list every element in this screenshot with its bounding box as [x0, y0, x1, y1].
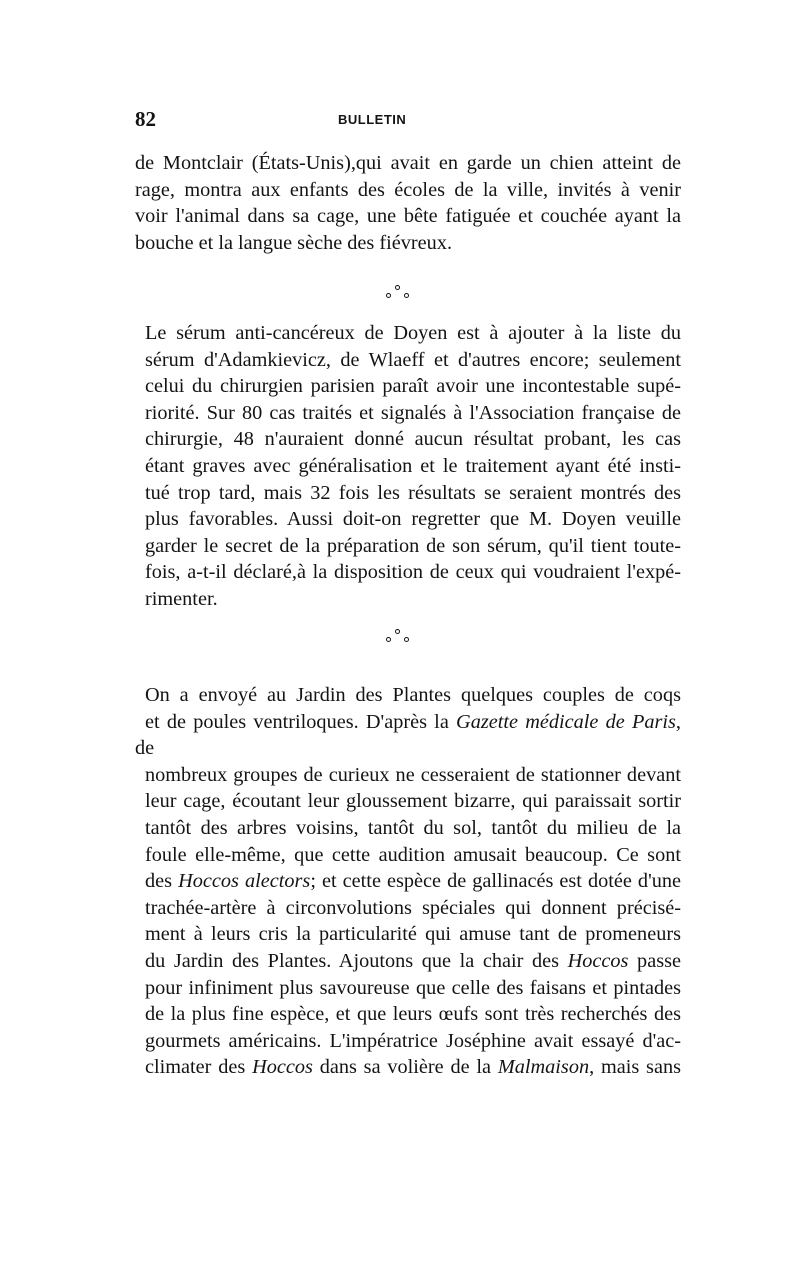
text-run: passe [637, 949, 681, 972]
text-line: tué trop tard, mais 32 fois les résultats se seraient montrés des [145, 481, 681, 504]
text-line: rimenter. [145, 587, 218, 610]
running-head: BULLETIN [338, 112, 407, 127]
text-line: tantôt des arbres voisins, tantôt du sol, tantôt du milieu de la [145, 816, 681, 839]
text-line: fois, a-t-il déclaré,à la disposition de ceux qui voudraient l'expé- [145, 561, 681, 584]
paragraph-1 [135, 150, 681, 256]
asterism-dot-icon [404, 637, 409, 642]
text-run: des [145, 870, 173, 893]
text-line: foule elle-même, que cette audition amusait beaucoup. Ce sont [145, 843, 681, 866]
text-line: Le sérum anti-cancéreux de Doyen est à ajouter à la liste du [145, 322, 681, 344]
text-line: rage, montra aux enfants des écoles de la ville, invités à venir [135, 178, 681, 201]
text-line: ment à leurs cris la particularité qui amuse tant de promeneurs [145, 923, 681, 946]
page-header [135, 106, 681, 140]
species-name: Hoccos alectors [178, 870, 311, 893]
text-run: , de [135, 710, 681, 760]
paragraph-3 [135, 682, 681, 1081]
asterism-dot-icon [404, 293, 409, 298]
text-line: trachée-artère à circonvolutions spéciales qui donnent précisé- [145, 896, 681, 919]
text-line: voir l'animal dans sa cage, une bête fatiguée et couchée ayant la [135, 205, 681, 228]
text-run: du Jardin des Plantes. Ajoutons que la chair des [145, 949, 560, 972]
asterism-dot-icon [386, 637, 391, 642]
text-line: celui du chirurgien parisien paraît avoir une incontestable supé- [145, 375, 681, 398]
text-run: et de poules ventriloques. D'après la [145, 710, 449, 733]
text-line: bouche et la langue sèche des fiévreux. [135, 231, 453, 254]
page-number: 82 [135, 107, 156, 131]
text-line: sérum d'Adamkievicz, de Wlaeff et d'autres encore; seulement [145, 348, 681, 371]
text-run: climater des [145, 1056, 246, 1079]
text-line: chirurgie, 48 n'auraient donné aucun résultat probant, les cas [145, 428, 681, 451]
periodical-title: Gazette médicale de Paris [456, 710, 676, 733]
text-line: On a envoyé au Jardin des Plantes quelques couples de coqs [145, 684, 681, 706]
text-line: leur cage, écoutant leur gloussement bizarre, qui paraissait sortir [145, 790, 681, 813]
asterism-dot-icon [386, 293, 391, 298]
asterism-dot-icon [395, 629, 400, 634]
text-run: dans sa volière de la [319, 1056, 492, 1079]
text-line [135, 709, 681, 762]
text-line: garder le secret de la préparation de son sérum, qu'il tient toute- [145, 534, 681, 557]
paragraph-2 [135, 320, 681, 613]
species-name: Hoccos [252, 1056, 313, 1079]
text-line: nombreux groupes de curieux ne cesseraient de stationner devant [145, 763, 681, 786]
text-line: de la plus fine espèce, et que leurs œufs sont très recherchés des [145, 1003, 681, 1026]
place-name: Malmaison [497, 1056, 590, 1079]
text-run: ; et cette espèce de gallinacés est dotée d'une [310, 870, 682, 893]
text-line [135, 948, 681, 975]
text-line [135, 868, 681, 895]
asterism-separator [386, 629, 410, 647]
text-line: riorité. Sur 80 cas traités et signalés à l'Association française de [145, 401, 681, 424]
text-run: , mais sans [589, 1056, 681, 1079]
text-line: étant graves avec généralisation et le traitement ayant été insti- [145, 454, 681, 477]
text-line: gourmets américains. L'impératrice Joséphine avait essayé d'ac- [145, 1029, 681, 1052]
text-line: de Montclair (États-Unis),qui avait en garde un chien atteint de [135, 152, 681, 174]
asterism-separator [386, 285, 410, 303]
text-line: pour infiniment plus savoureuse que celle des faisans et pintades [145, 976, 681, 999]
asterism-dot-icon [395, 285, 400, 290]
text-line [135, 1054, 681, 1081]
text-line: plus favorables. Aussi doit-on regretter que M. Doyen veuille [145, 508, 681, 531]
species-name: Hoccos [567, 949, 629, 972]
